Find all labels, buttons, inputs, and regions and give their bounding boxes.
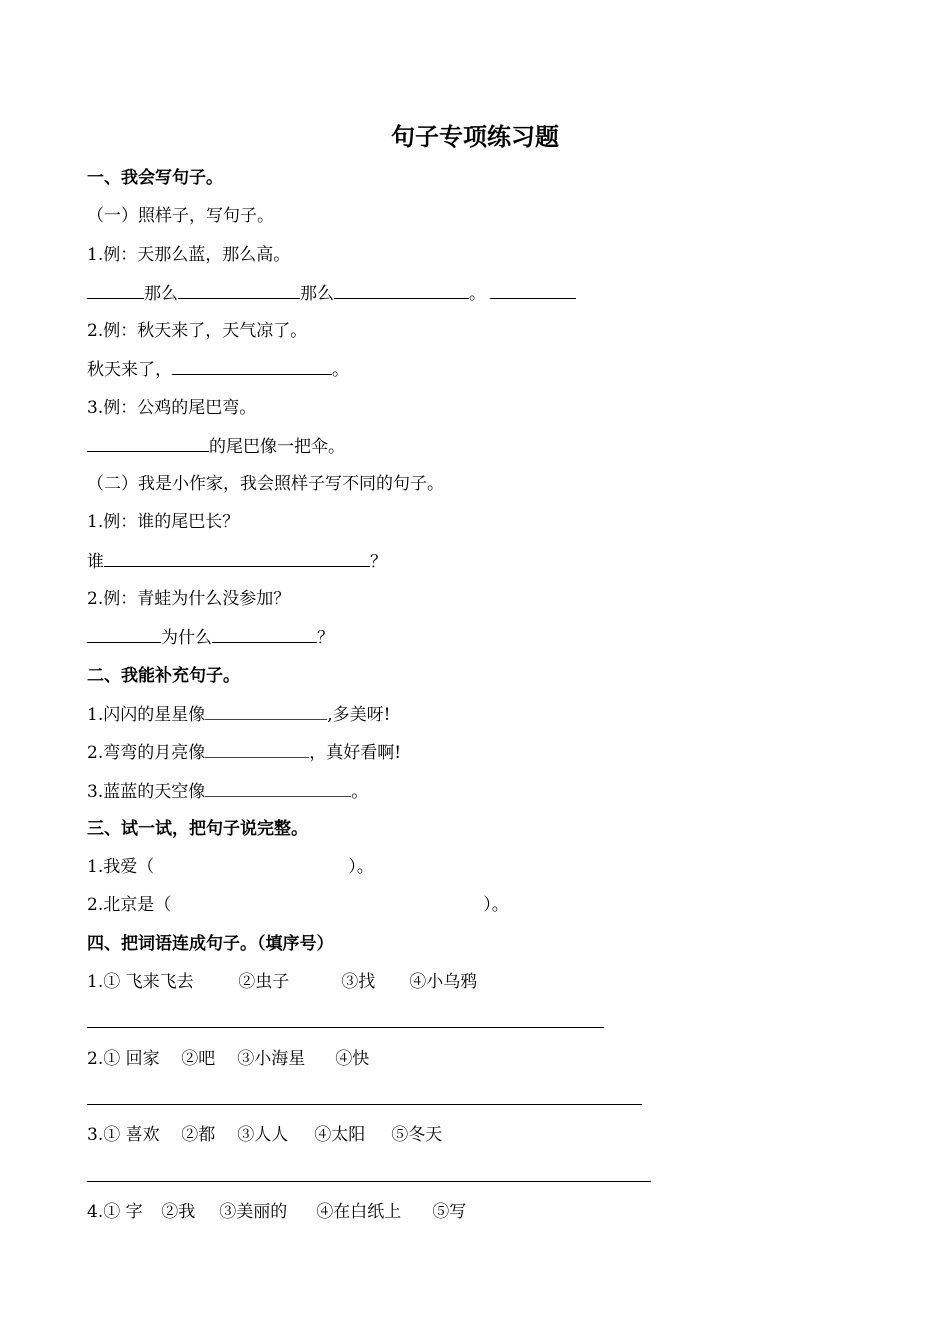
fill-blank[interactable] (87, 434, 209, 452)
fill-blank[interactable] (490, 281, 576, 299)
fill-blank[interactable] (334, 281, 469, 299)
section-3-heading: 三、试一试，把句子说完整。 (87, 819, 308, 839)
section-1-heading: 一、我会写句子。 (87, 168, 223, 188)
option: ① 喜欢 (103, 1125, 160, 1145)
question-number: 1. (87, 972, 104, 992)
prefix: 1.闪闪的星星像 (87, 705, 206, 725)
fill-blank[interactable] (205, 779, 351, 797)
option: ③小海星 (237, 1049, 306, 1069)
suffix: ）。 (483, 895, 509, 915)
option: ③找 (341, 972, 376, 992)
suffix: ，真好看啊! (309, 743, 402, 763)
s1-p2-q2-answer (87, 625, 334, 650)
suffix: 的尾巴像一把伞。 (209, 437, 345, 457)
s1-p1-q1-answer (87, 281, 576, 306)
option: ④在白纸上 (316, 1202, 402, 1222)
option: ④快 (335, 1049, 370, 1069)
option: ④太阳 (314, 1125, 366, 1145)
fill-blank[interactable] (172, 357, 332, 375)
option: ⑤写 (432, 1202, 467, 1222)
option: ⑤冬天 (391, 1125, 443, 1145)
prefix: 秋天来了， (87, 360, 172, 380)
question-number: 3. (87, 1125, 104, 1145)
s1-p1-q3-answer (87, 434, 345, 459)
section-2-heading: 二、我能补充句子。 (87, 666, 240, 686)
s1-p2-q2-example: 2.例：青蛙为什么没参加？ (87, 589, 291, 609)
prefix: 2.北京是（ (87, 895, 172, 915)
s3-q1 (87, 855, 374, 879)
option: ③人人 (237, 1125, 289, 1145)
fill-blank[interactable] (178, 281, 300, 299)
part-1-heading: （一）照样子，写句子。 (87, 206, 274, 226)
answer-line[interactable] (87, 1104, 642, 1105)
word: 为什么 (161, 628, 212, 648)
prefix: 3.蓝蓝的天空像 (87, 782, 206, 802)
punct: ？ (370, 552, 387, 572)
option: ②吧 (181, 1049, 216, 1069)
fill-blank[interactable] (205, 740, 309, 758)
option: ① 字 (103, 1202, 143, 1222)
option: ②虫子 (238, 972, 290, 992)
fill-blank[interactable] (205, 702, 327, 720)
prefix: 1.我爱（ (87, 857, 155, 877)
punct: ？ (317, 628, 334, 648)
option: ① 回家 (103, 1049, 160, 1069)
option: ②都 (181, 1125, 216, 1145)
prefix: 2.弯弯的月亮像 (87, 743, 206, 763)
suffix: ,多美呀! (327, 705, 391, 725)
question-number: 2. (87, 1049, 104, 1069)
fill-blank[interactable] (212, 625, 317, 643)
fill-blank[interactable] (87, 281, 144, 299)
suffix: 。 (351, 782, 369, 802)
s4-q3 (87, 1123, 442, 1147)
s1-p1-q2-example: 2.例：秋天来了，天气凉了。 (87, 321, 308, 341)
word: 那么 (300, 284, 334, 304)
s1-p2-q1-example: 1.例：谁的尾巴长？ (87, 512, 240, 532)
answer-line[interactable] (87, 1181, 651, 1182)
punct: 。 (332, 360, 349, 380)
s1-p1-q3-example: 3.例：公鸡的尾巴弯。 (87, 398, 257, 418)
s3-q2 (87, 893, 509, 917)
page-title: 句子专项练习题 (391, 122, 559, 151)
word: 那么 (144, 284, 178, 304)
fill-blank[interactable] (87, 625, 161, 643)
s1-p1-q2-answer (87, 357, 349, 382)
s1-p1-q1-example: 1.例：天那么蓝，那么高。 (87, 245, 291, 265)
option: ① 飞来飞去 (103, 972, 194, 992)
s4-q2 (87, 1047, 369, 1071)
s2-q1 (87, 702, 390, 727)
s4-q1 (87, 970, 477, 994)
option: ②我 (161, 1202, 196, 1222)
suffix: ）。 (348, 857, 374, 877)
option: ④小乌鸦 (409, 972, 478, 992)
s4-q4 (87, 1200, 466, 1224)
section-4-heading: 四、把词语连成句子。（填序号） (87, 934, 334, 954)
s1-p2-q1-answer (87, 549, 387, 574)
s2-q2 (87, 740, 401, 765)
prefix: 谁 (87, 552, 104, 572)
option: ③美丽的 (219, 1202, 288, 1222)
answer-line[interactable] (87, 1027, 604, 1028)
fill-blank[interactable] (104, 549, 370, 567)
part-2-heading: （二）我是小作家，我会照样子写不同的句子。 (87, 474, 444, 494)
s2-q3 (87, 779, 368, 804)
punct: 。 (469, 284, 486, 304)
question-number: 4. (87, 1202, 104, 1222)
